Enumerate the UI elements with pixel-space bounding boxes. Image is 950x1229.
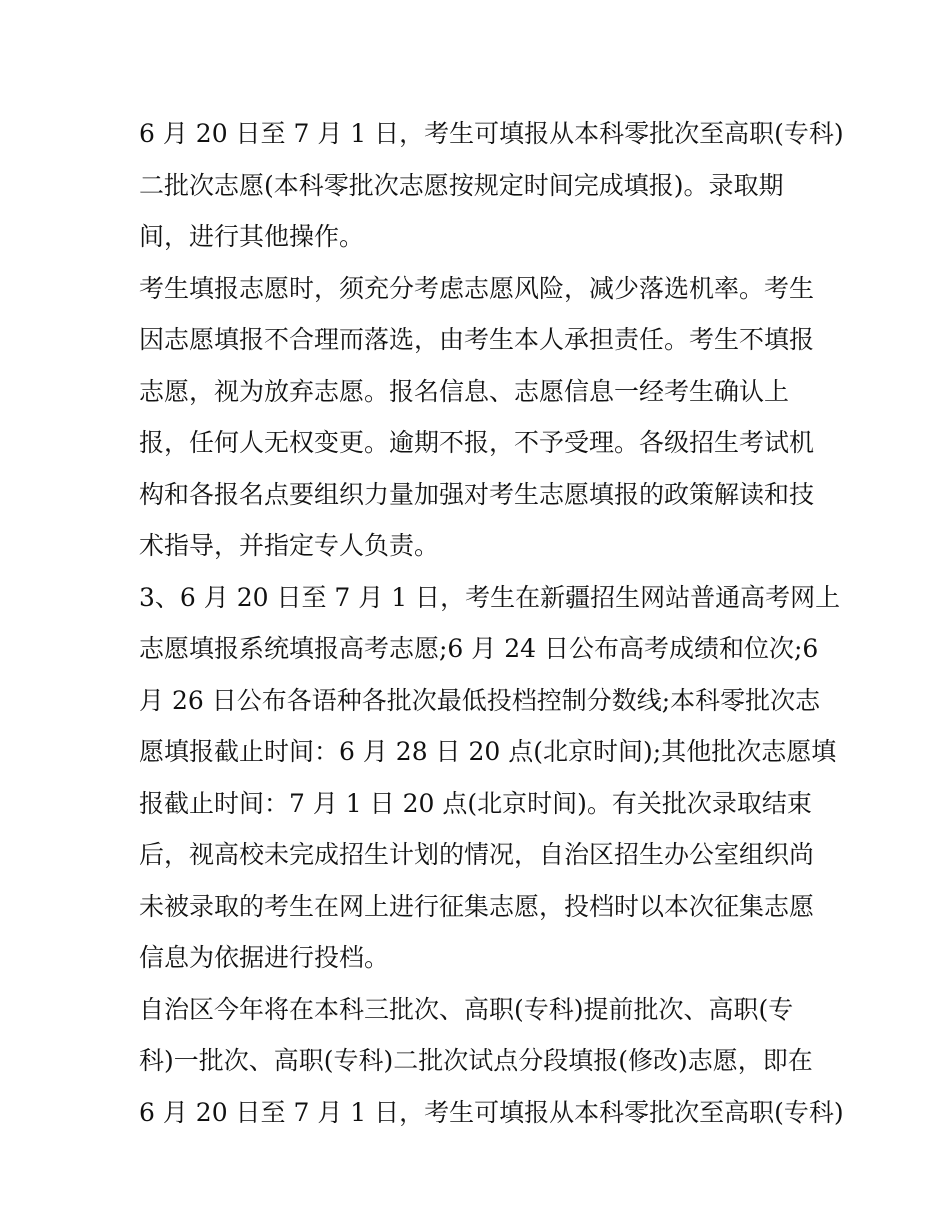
text-line: 6 月 20 日至 7 月 1 日，考生可填报从本科零批次至高职(专科) [139, 1097, 844, 1127]
text-line: 愿填报截止时间：6 月 28 日 20 点(北京时间);其他批次志愿填 [139, 737, 837, 766]
text-line: 科)一批次、高职(专科)二批次试点分段填报(修改)志愿，即在 [139, 1046, 813, 1075]
text-line: 后，视高校未完成招生计划的情况，自治区招生办公室组织尚 [139, 840, 815, 869]
text-line: 术指导，并指定专人负责。 [139, 531, 440, 560]
text-line: 报，任何人无权变更。逾期不报，不予受理。各级招生考试机 [139, 428, 815, 457]
text-line: 月 26 日公布各语种各批次最低投档控制分数线;本科零批次志 [139, 685, 821, 715]
text-line: 构和各报名点要组织力量加强对考生志愿填报的政策解读和技 [139, 479, 815, 509]
text-line: 间，进行其他操作。 [139, 222, 365, 251]
text-line: 因志愿填报不合理而落选，由考生本人承担责任。考生不填报 [139, 325, 815, 354]
text-line: 6 月 20 日至 7 月 1 日，考生可填报从本科零批次至高职(专科) [139, 119, 844, 148]
text-line: 自治区今年将在本科三批次、高职(专科)提前批次、高职(专 [139, 994, 794, 1024]
text-line: 志愿，视为放弃志愿。报名信息、志愿信息一经考生确认上 [139, 376, 790, 406]
text-line: 3、6 月 20 日至 7 月 1 日，考生在新疆招生网站普通高考网上 [139, 582, 841, 612]
text-line: 志愿填报系统填报高考志愿;6 月 24 日公布高考成绩和位次;6 [139, 634, 819, 663]
text-line: 二批次志愿(本科零批次志愿按规定时间完成填报)。录取期 [139, 170, 784, 200]
text-line: 报截止时间：7 月 1 日 20 点(北京时间)。有关批次录取结束 [139, 788, 812, 818]
text-line: 考生填报志愿时，须充分考虑志愿风险，减少落选机率。考生 [139, 273, 815, 303]
document-body [139, 108, 844, 1138]
text-line: 信息为依据进行投档。 [139, 943, 390, 972]
text-line: 未被录取的考生在网上进行征集志愿，投档时以本次征集志愿 [139, 891, 815, 921]
